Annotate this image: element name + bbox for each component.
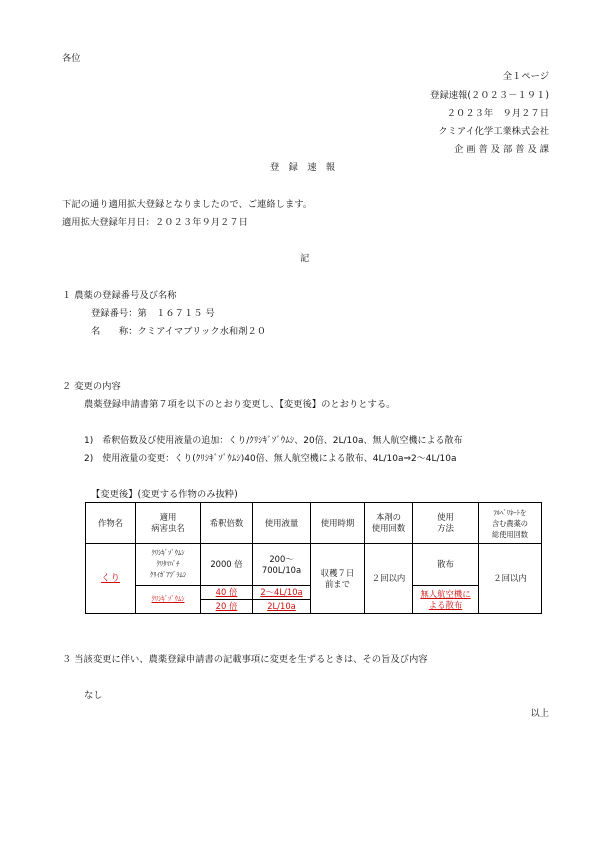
count-cell: ２回以内 (365, 544, 413, 614)
volume-20-cell: 2L/10a (253, 600, 311, 614)
pest-list-cell (136, 544, 201, 586)
bulletin-number: 登録速報(２０２３－１９１) (430, 90, 549, 101)
registration-table (85, 502, 542, 614)
table-caption: 【変更後】(変更する作物のみ抜粋) (91, 489, 238, 500)
intro-line-1: 下記の通り適用拡大登録となりましたので、ご連絡します。 (62, 199, 313, 210)
volume-40-cell: 2～4L/10a (253, 586, 311, 600)
intro-line-2: 適用拡大登録年月日：２０２３年９月２７日 (62, 217, 248, 228)
change-item-1: 1) 希釈倍数及び使用液量の追加：くり/ｸﾘｼｷﾞｿﾞｳﾑｼ、20倍、2L/10a、無人航空機による散布 (84, 436, 463, 446)
dilution-cell: 2000 倍 (201, 544, 253, 586)
section2-description: 農薬登録申請書第７項を以下のとおり変更し、【変更後】のとおりとする。 (84, 399, 396, 410)
total-cell: ２回以内 (479, 544, 542, 614)
crop-cell: くり (86, 544, 136, 614)
timing-cell: 収穫７日 前まで (311, 544, 365, 614)
pest-item: ｸﾘｲｶﾞｱﾌﾞﾗﾑｼ (149, 571, 187, 579)
section3-content: なし (84, 690, 103, 701)
product-name: 名 称：クミアイマブリック水和剤２０ (91, 326, 267, 337)
change-item-2: 2) 使用液量の変更：くり(ｸﾘｼｷﾞｿﾞｳﾑｼ)40倍、無人航空機による散布、4L/10a⇒2～4L/10a (84, 454, 457, 464)
dilution-20-cell: 20 倍 (201, 600, 253, 614)
ki-mark: 記 (300, 253, 310, 264)
pest-item: ｸﾘｼｷﾞｿﾞｳﾑｼ (151, 549, 185, 557)
header-crop: 作物名 (86, 503, 136, 544)
company-name: クミアイ化学工業株式会社 (438, 126, 549, 137)
page-title: 登 録 速 報 (270, 162, 336, 173)
method-cell: 散布 (413, 544, 479, 586)
header-dilution: 希釈倍数 (201, 503, 253, 544)
header-timing: 使用時期 (311, 503, 365, 544)
volume-cell: 200～ 700L/10a (253, 544, 311, 586)
department-name: 企 画 普 及 部 普 及 課 (453, 144, 549, 155)
recipient: 各位 (62, 53, 81, 64)
page-count: 全１ページ (502, 71, 549, 82)
header-count: 本剤の 使用回数 (365, 503, 413, 544)
section2-heading: ２ 変更の内容 (62, 381, 121, 392)
method-red-cell: 無人航空機に よる散布 (413, 586, 479, 614)
header-total: ﾌﾙﾍﾞﾘﾈｰﾄを 含む農薬の 総使用回数 (479, 503, 542, 544)
header-method: 使用 方法 (413, 503, 479, 544)
table-header-row (86, 503, 542, 544)
table-row (86, 544, 542, 586)
dilution-40-cell: 40 倍 (201, 586, 253, 600)
section1-heading: １ 農薬の登録番号及び名称 (62, 290, 177, 301)
pest-red-cell: ｸﾘｼｷﾞｿﾞｳﾑｼ (136, 586, 201, 614)
registration-number: 登録番号：第 １６７１５ 号 (91, 308, 215, 319)
section3-heading: ３ 当該変更に伴い、農薬登録申請書の記載事項に変更を生ずるときは、その旨及び内容 (62, 654, 428, 665)
header-volume: 使用液量 (253, 503, 311, 544)
pest-item: ｸﾘﾀﾏﾊﾞﾁ (156, 560, 180, 568)
header-pest: 適用 病害虫名 (136, 503, 201, 544)
issue-date: ２０２３年 ９月２７日 (446, 108, 549, 119)
closing-mark: 以上 (530, 708, 549, 719)
